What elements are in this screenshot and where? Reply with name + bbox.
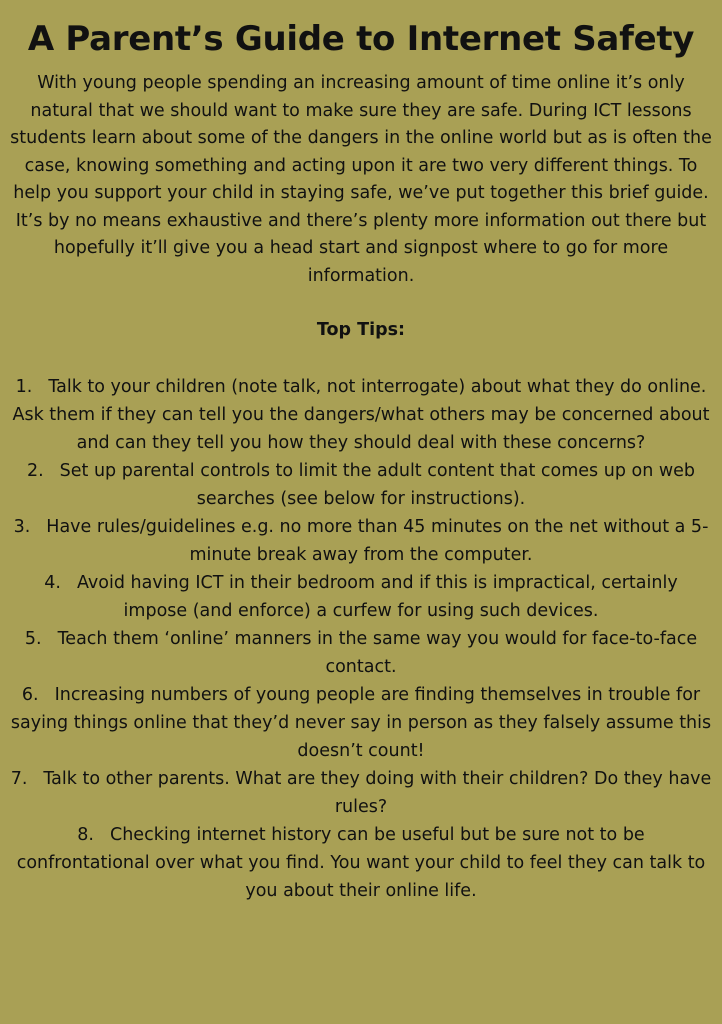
tip-6 <box>10 681 712 765</box>
tip-4 <box>10 569 712 625</box>
tip-8-text: Checking internet history can be useful but be sure not to be confrontational over what you find. You want your child to feel they can talk to you about their online life. <box>16 824 706 901</box>
top-tips-heading: Top Tips: <box>316 320 406 340</box>
top-tips-list <box>10 373 712 905</box>
tip-8 <box>10 821 712 905</box>
tip-2-number: 2. <box>26 460 44 481</box>
tip-7-number: 7. <box>10 768 28 789</box>
tip-2 <box>10 457 712 513</box>
tip-1-text: Talk to your children (note talk, not interrogate) about what they do online. Ask them if they can tell you the dangers/what others may be concerned about and can they tell you how they should deal with these concerns? <box>12 376 710 453</box>
tip-4-number: 4. <box>44 572 61 593</box>
tip-1 <box>10 373 712 457</box>
tip-5-text: Teach them ‘online’ manners in the same way you would for face-to-face contact. <box>57 628 698 677</box>
tip-6-number: 6. <box>21 684 39 705</box>
tip-1-number: 1. <box>15 376 33 397</box>
tip-3 <box>10 513 712 569</box>
tip-8-number: 8. <box>77 824 94 845</box>
page-title: A Parent’s Guide to Internet Safety <box>27 19 695 59</box>
tip-2-text: Set up parental controls to limit the adult content that comes up on web searches (see below for instructions). <box>59 460 696 509</box>
tip-6-text: Increasing numbers of young people are finding themselves in trouble for saying things online that they’d never say in person as they falsely assume this doesn’t count! <box>10 684 712 761</box>
tip-3-number: 3. <box>13 516 31 537</box>
tip-7 <box>10 765 712 821</box>
tip-7-text: Talk to other parents. What are they doing with their children? Do they have rules? <box>43 768 712 817</box>
tip-5-number: 5. <box>24 628 42 649</box>
intro-paragraph: With young people spending an increasing amount of time online it’s only natural that we should want to make sure they are safe. During ICT lessons students learn about some of the dangers in the online world but as is often the case, knowing something and acting upon it are two very different things. To help you support your child in staying safe, we’ve put together this brief guide. It’s by no means exhaustive and there’s plenty more information out there but hopefully it’ll give you a head start and signpost where to go for more information. <box>10 73 712 286</box>
tip-3-text: Have rules/guidelines e.g. no more than 45 minutes on the net without a 5-minute break away from the computer. <box>46 516 709 565</box>
tip-5 <box>10 625 712 681</box>
tip-4-text: Avoid having ICT in their bedroom and if this is impractical, certainly impose (and enforce) a curfew for using such devices. <box>76 572 678 621</box>
